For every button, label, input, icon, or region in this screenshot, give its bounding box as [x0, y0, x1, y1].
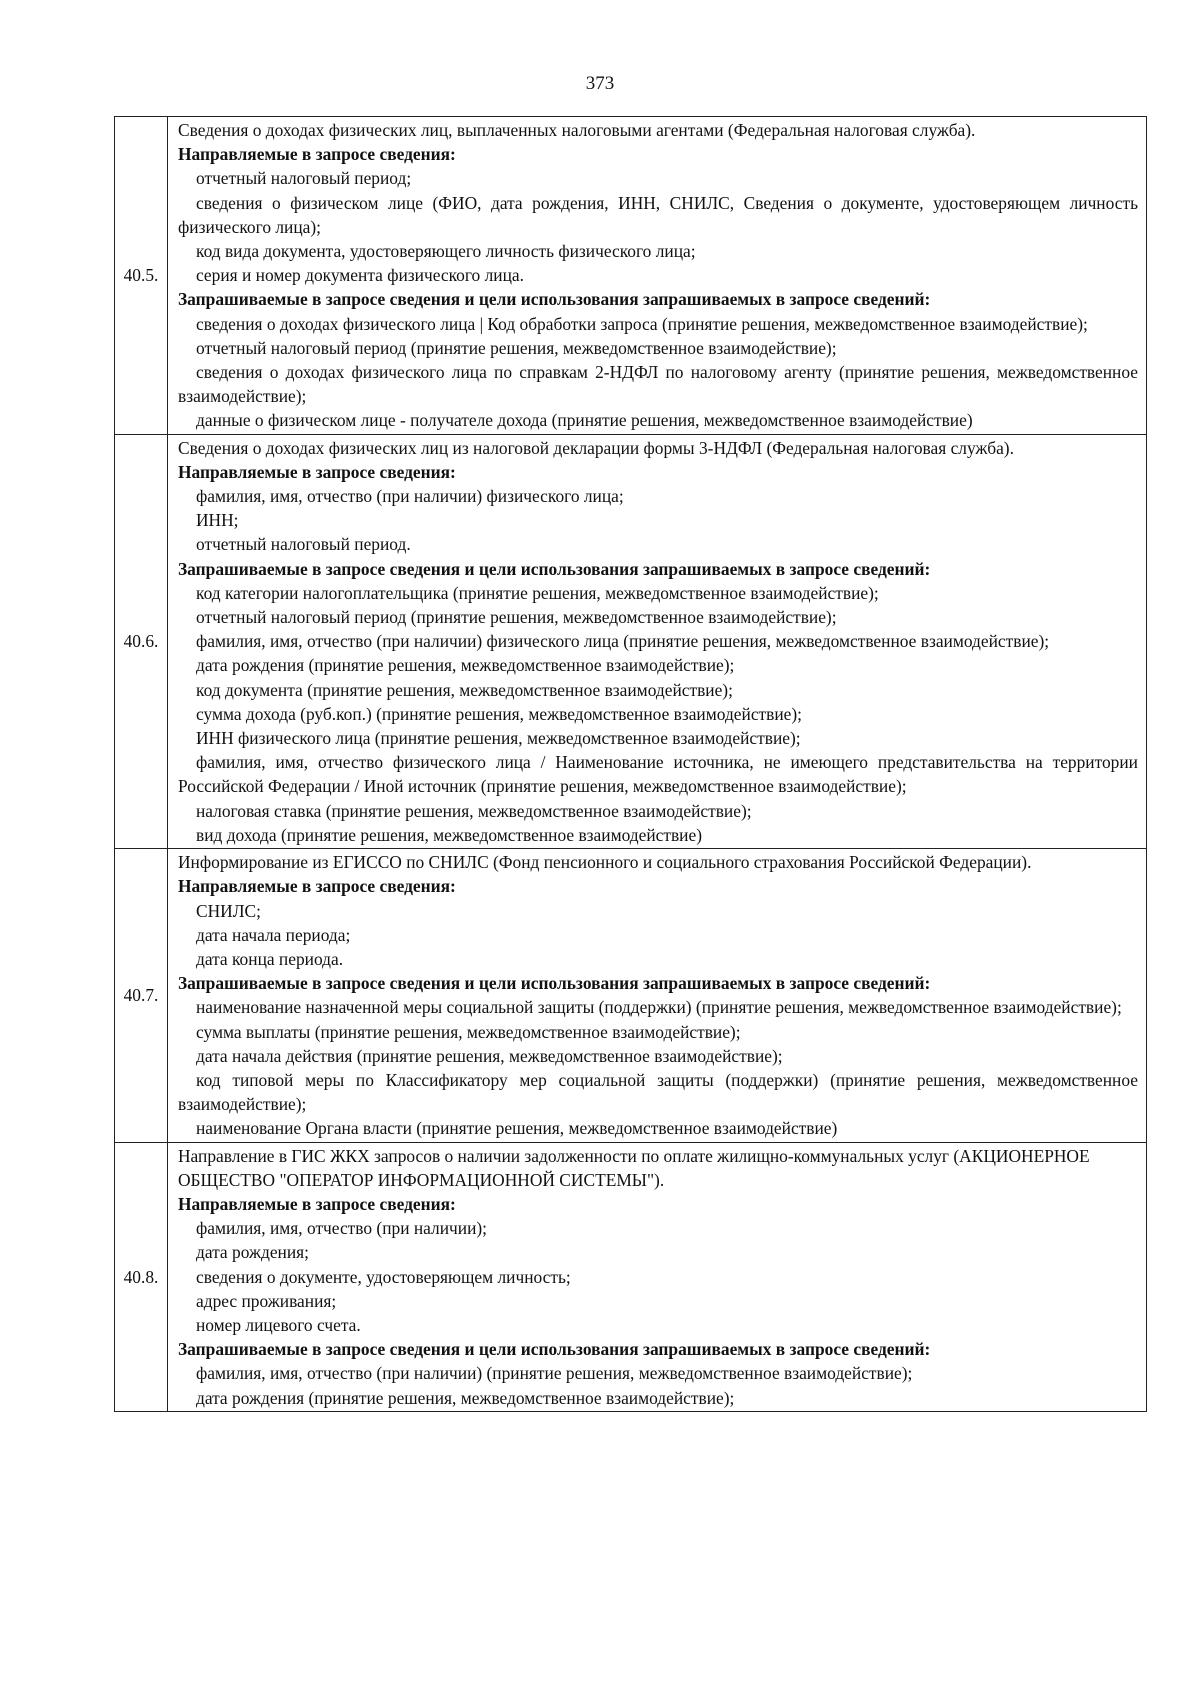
row-content — [168, 1142, 1147, 1411]
sent-data-item: СНИЛС; — [196, 900, 261, 921]
requested-data-item: ИНН физического лица (принятие решения, межведомственное взаимодействие); — [196, 728, 801, 749]
row-number: 40.8. — [115, 1142, 168, 1411]
sent-data-item: адрес проживания; — [196, 1290, 337, 1311]
requests-table — [114, 116, 1147, 1412]
requested-data-item: сумма дохода (руб.коп.) (принятие решения, межведомственное взаимодействие); — [196, 703, 802, 724]
requests-table-body — [115, 117, 1147, 1412]
requested-data-item: сведения о доходах физического лица | Код обработки запроса (принятие решения, межведомственное взаимодействие); — [196, 313, 1088, 334]
requested-data-item: отчетный налоговый период (принятие решения, межведомственное взаимодействие); — [196, 607, 837, 628]
sent-data-item: код вида документа, удостоверяющего личность физического лица; — [196, 241, 696, 262]
service-title: Сведения о доходах физических лиц из налоговой декларации формы 3-НДФЛ (Федеральная налоговая служба). — [178, 437, 1014, 458]
sent-data-item: дата начала периода; — [196, 924, 351, 945]
service-title: Направление в ГИС ЖКХ запросов о наличии задолженности по оплате жилищно-коммунальных услуг (АКЦИОНЕРНОЕ ОБЩЕСТВО "ОПЕРАТОР ИНФОРМАЦИОННОЙ СИСТЕМЫ"). — [178, 1145, 1090, 1190]
requested-data-item: код документа (принятие решения, межведомственное взаимодействие); — [196, 679, 733, 700]
requested-data-item: дата рождения (принятие решения, межведомственное взаимодействие); — [196, 655, 735, 676]
sent-data-heading: Направляемые в запросе сведения: — [178, 876, 456, 897]
requested-data-item: код типовой меры по Классификатору мер социальной защиты (поддержки) (принятие решения, межведомственное взаимодействие); — [178, 1069, 1138, 1115]
sent-data-item: ИНН; — [196, 510, 239, 531]
requested-data-item: сведения о доходах физического лица по справкам 2-НДФЛ по налоговому агенту (принятие решения, межведомственное взаимодействие); — [178, 362, 1138, 407]
requested-data-item: код категории налогоплательщика (принятие решения, межведомственное взаимодействие); — [196, 582, 879, 603]
sent-data-heading: Направляемые в запросе сведения: — [178, 461, 456, 482]
sent-data-item: дата рождения; — [196, 1242, 309, 1263]
table-row — [115, 1142, 1147, 1411]
table-row — [115, 849, 1147, 1142]
table-row — [115, 117, 1147, 435]
sent-data-item: серия и номер документа физического лица. — [196, 265, 524, 286]
requested-data-item: дата рождения (принятие решения, межведомственное взаимодействие); — [196, 1387, 735, 1408]
requested-data-heading: Запрашиваемые в запросе сведения и цели использования запрашиваемых в запросе сведений: — [178, 289, 931, 310]
requested-data-heading: Запрашиваемые в запросе сведения и цели использования запрашиваемых в запросе сведений: — [178, 973, 931, 994]
row-content — [168, 849, 1147, 1142]
requested-data-item: налоговая ставка (принятие решения, межведомственное взаимодействие); — [196, 800, 752, 821]
requested-data-item: дата начала действия (принятие решения, межведомственное взаимодействие); — [196, 1045, 783, 1066]
service-title: Сведения о доходах физических лиц, выплаченных налоговыми агентами (Федеральная налоговая служба). — [178, 120, 976, 140]
sent-data-item: сведения о документе, удостоверяющем личность; — [196, 1266, 571, 1287]
requested-data-item: сумма выплаты (принятие решения, межведомственное взаимодействие); — [196, 1021, 741, 1042]
sent-data-item: фамилия, имя, отчество (при наличии); — [196, 1218, 487, 1239]
requested-data-item: наименование назначенной меры социальной защиты (поддержки) (принятие решения, межведомственное взаимодействие); — [196, 997, 1122, 1018]
row-number: 40.5. — [115, 117, 168, 435]
sent-data-item: фамилия, имя, отчество (при наличии) физического лица; — [196, 486, 624, 507]
requested-data-heading: Запрашиваемые в запросе сведения и цели использования запрашиваемых в запросе сведений: — [178, 1339, 931, 1360]
sent-data-item: номер лицевого счета. — [196, 1314, 361, 1335]
sent-data-item: отчетный налоговый период; — [196, 168, 412, 189]
sent-data-heading: Направляемые в запросе сведения: — [178, 1193, 456, 1214]
table-row — [115, 434, 1147, 848]
row-content — [168, 117, 1147, 435]
sent-data-item: дата конца периода. — [196, 948, 344, 969]
row-number: 40.6. — [115, 434, 168, 848]
sent-data-item: сведения о физическом лице (ФИО, дата рождения, ИНН, СНИЛС, Сведения о документе, удостоверяющем личность физического лица); — [178, 192, 1138, 237]
requested-data-item: фамилия, имя, отчество (при наличии) (принятие решения, межведомственное взаимодействие); — [196, 1363, 913, 1384]
row-number: 40.7. — [115, 849, 168, 1142]
requested-data-item: фамилия, имя, отчество физического лица / Наименование источника, не имеющего представительства на территории Российской Федерации / Иной источник (принятие решения, межведомственное взаимодействие); — [178, 752, 1138, 797]
requested-data-item: фамилия, имя, отчество (при наличии) физического лица (принятие решения, межведомственное взаимодействие); — [196, 631, 1050, 652]
row-content — [168, 434, 1147, 848]
page-number: 373 — [585, 73, 615, 94]
sent-data-item: отчетный налоговый период. — [196, 534, 411, 555]
requested-data-item: вид дохода (принятие решения, межведомственное взаимодействие) — [196, 824, 702, 845]
requested-data-item: наименование Органа власти (принятие решения, межведомственное взаимодействие) — [196, 1118, 838, 1139]
sent-data-heading: Направляемые в запросе сведения: — [178, 144, 456, 165]
service-title: Информирование из ЕГИССО по СНИЛС (Фонд пенсионного и социального страхования Российской Федерации). — [178, 852, 1032, 873]
requested-data-heading: Запрашиваемые в запросе сведения и цели использования запрашиваемых в запросе сведений: — [178, 558, 931, 579]
requested-data-item: отчетный налоговый период (принятие решения, межведомственное взаимодействие); — [196, 337, 837, 358]
requested-data-item: данные о физическом лице - получателе дохода (принятие решения, межведомственное взаимодействие) — [196, 410, 973, 431]
